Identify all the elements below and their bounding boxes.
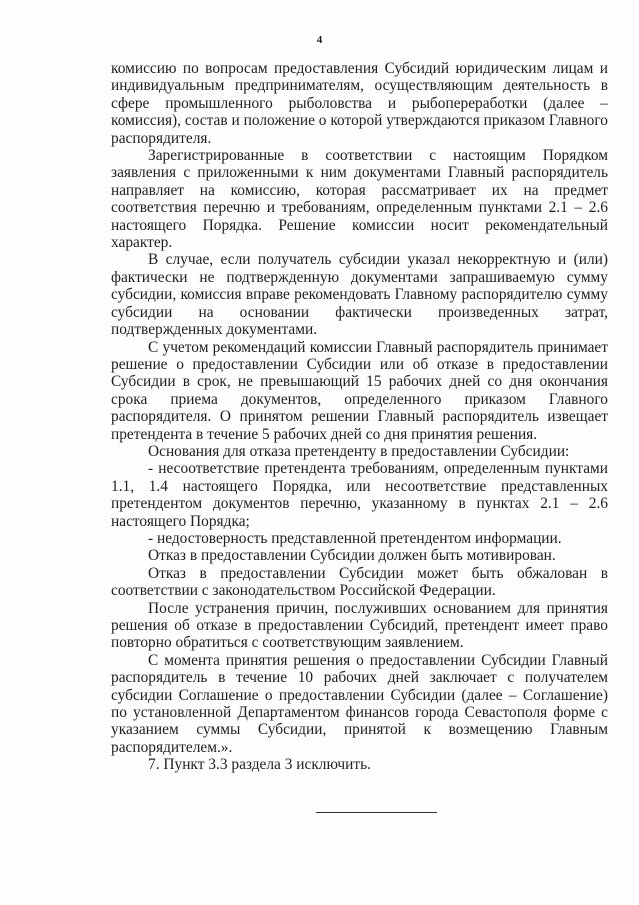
paragraph-refusal-grounds: Основания для отказа претенденту в предоставлении Субсидии: xyxy=(148,442,570,460)
paragraph-decision: С учетом рекомендаций комиссии Главный распорядитель принимает решение о предоставлении Субсидии или об отказе в предоставлении Субсидии в срок, не превышающий 15 рабочих дней со дня окончания срока приема документов, определенного приказом Главного распорядителя. О принятом решении Главный распорядитель извещает претендента в течение 5 рабочих дней со дня принятия решения. xyxy=(111,338,608,443)
paragraph-item-7: 7. Пункт 3.3 раздела 3 исключить. xyxy=(148,756,371,774)
list-item-unreliability: - недостоверность представленной претендентом информации. xyxy=(148,529,562,547)
paragraph-reapply: После устранения причин, послуживших основанием для принятия решения об отказе в предоставлении Субсидий, претендент имеет право повторно обратиться с соответствующим заявлением. xyxy=(111,599,608,652)
paragraph-registered-applications: Зарегистрированные в соответствии с настоящим Порядком заявления с приложенными к ним документами Главный распорядитель направляет на комиссию, которая рассматривает их на предмет соответствия перечню и требованиям, определенным пунктами 2.1 – 2.6 настоящего Порядка. Решение комиссии носит рекомендательный характер. xyxy=(111,147,608,252)
document-body xyxy=(111,60,608,774)
paragraph-commission: комиссию по вопросам предоставления Субсидий юридическим лицам и индивидуальным предпринимателям, осуществляющим деятельность в сфере промышленного рыболовства и рыбопереработки (далее – комиссия), состав и положение о которой утверждаются приказом Главного распорядителя. xyxy=(111,60,608,147)
paragraph-incorrect-amount: В случае, если получатель субсидии указал некорректную и (или) фактически не подтвержденную документами запрашиваемую сумму субсидии, комиссия вправе рекомендовать Главному распорядителю сумму субсидии на основании фактически произведенных затрат, подтвержденных документами. xyxy=(111,251,608,339)
page-number: 4 xyxy=(316,34,323,46)
paragraph-refusal-motivated: Отказ в предоставлении Субсидии должен быть мотивирован. xyxy=(148,547,556,565)
divider-line xyxy=(316,812,437,813)
paragraph-agreement: С момента принятия решения о предоставлении Субсидии Главный распорядитель в течение 10 рабочих дней заключает с получателем субсидии Соглашение о предоставлении Субсидии (далее – Соглашение) по установленной Департаментом финансов города Севастополя форме с указанием суммы Субсидии, принятой к возмещению Главным распорядителем.». xyxy=(111,651,608,756)
paragraph-refusal-appeal: Отказ в предоставлении Субсидии может быть обжалован в соответствии с законодательством Российской Федерации. xyxy=(111,564,608,600)
list-item-nonconformity: - несоответствие претендента требованиям, определенным пунктами 1.1, 1.4 настоящего Порядка, или несоответствие представленных претендентом документов перечню, указанному в пунктах 2.1 – 2.6 настоящего Порядка; xyxy=(111,460,608,530)
